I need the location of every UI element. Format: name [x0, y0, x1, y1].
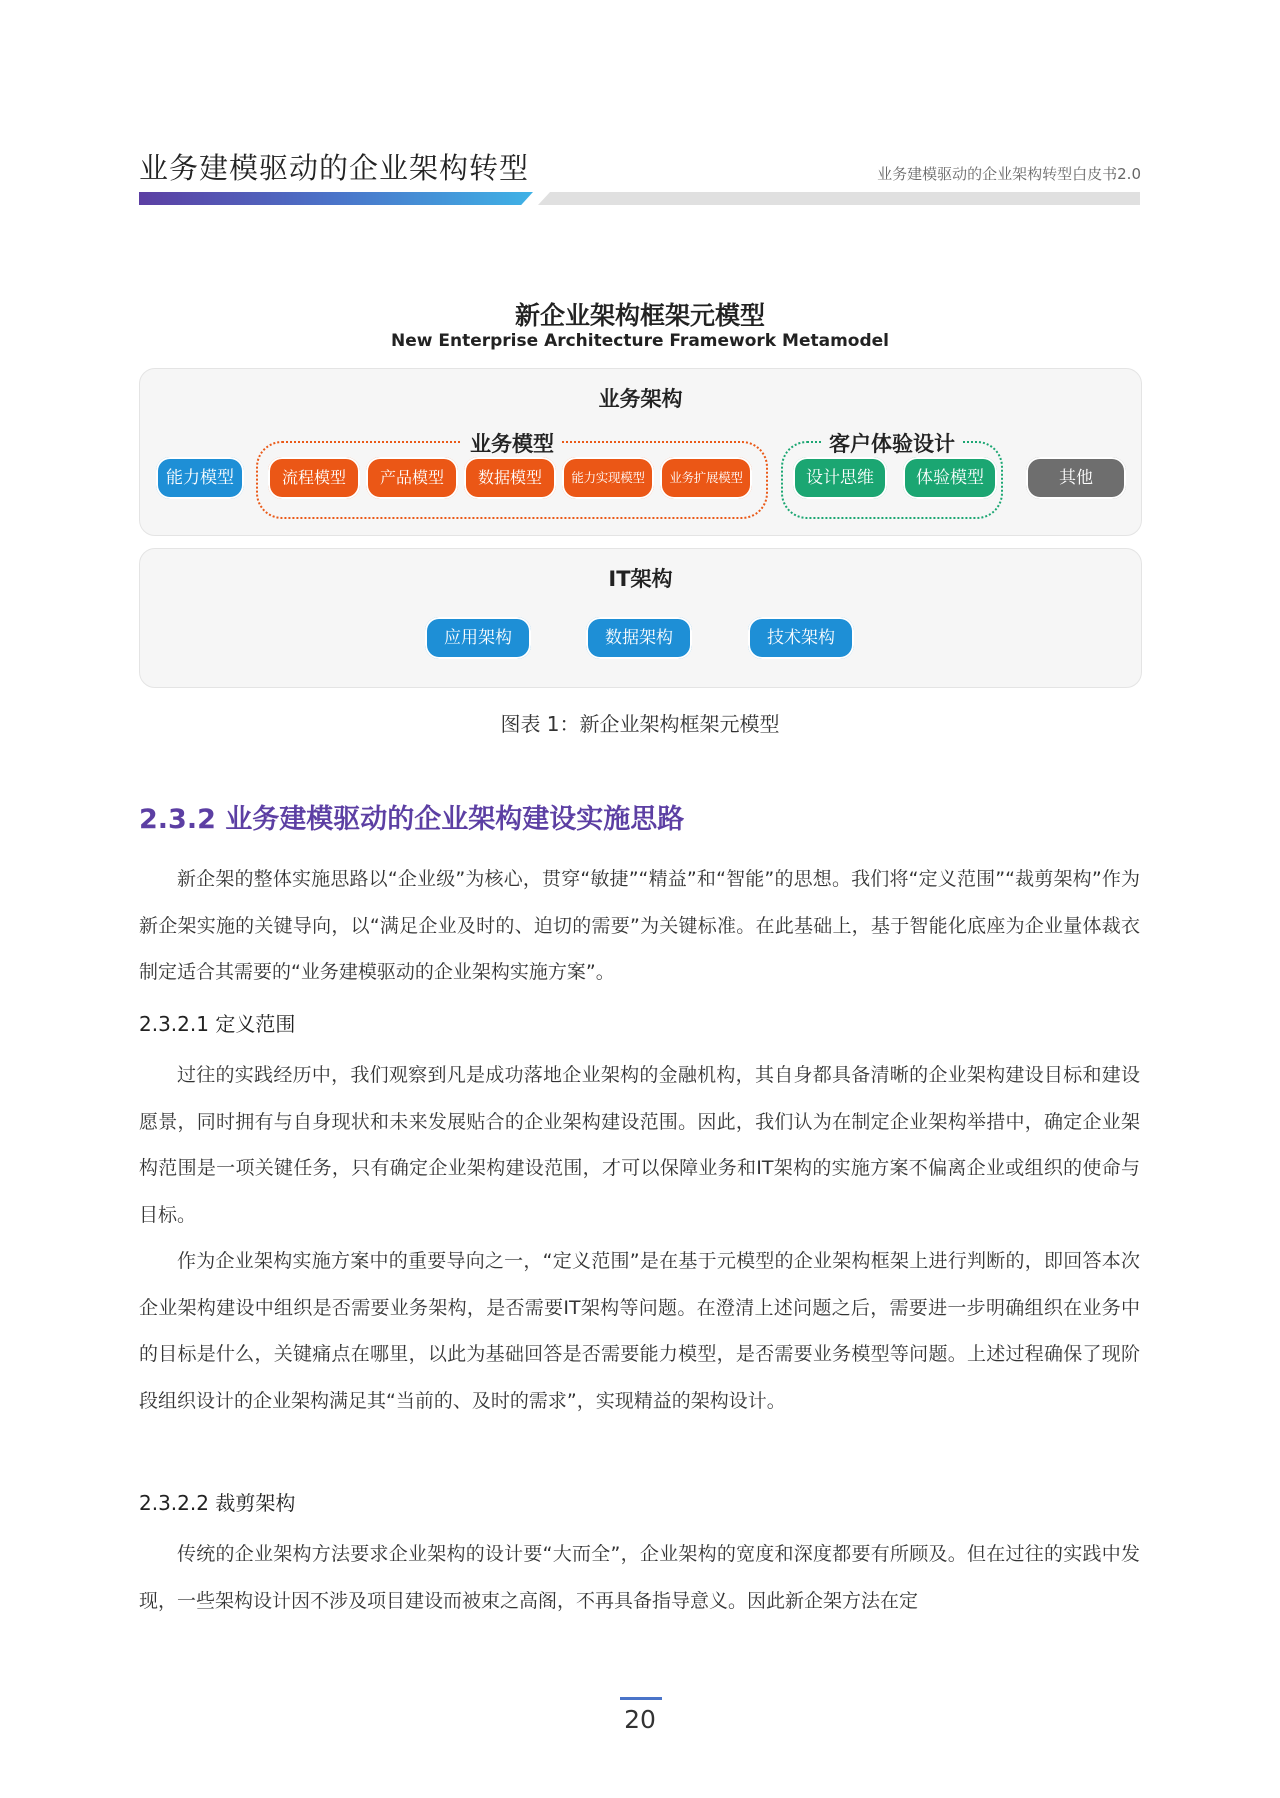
header-gray-bar [538, 192, 1140, 205]
technology-architecture-chip: 技术架构 [748, 617, 854, 659]
experience-model-chip: 体验模型 [903, 457, 997, 499]
page-number: 20 [624, 1705, 656, 1734]
intro-paragraph: 新企架的整体实施思路以“企业级”为核心，贯穿“敏捷”“精益”和“智能”的思想。我们将“定义范围”“裁剪架构”作为新企架实施的关键导向，以“满足企业及时的、迫切的需要”为关键标准。在此基础上，基于智能化底座为企业量体裁衣制定适合其需要的“业务建模驱动的企业架构实施方案”。 [139, 868, 1140, 983]
process-model-chip: 流程模型 [268, 457, 360, 499]
business-architecture-label: 业务架构 [598, 387, 683, 411]
capability-realization-model-chip: 能力实现模型 [562, 457, 654, 499]
capability-model-chip: 能力模型 [156, 457, 244, 499]
customer-experience-label: 客户体验设计 [821, 428, 963, 458]
figure-title: 新企业架构框架元模型 [514, 301, 765, 330]
figure-subtitle: New Enterprise Architecture Framework Metamodel [390, 331, 889, 351]
business-architecture-panel [139, 368, 1142, 536]
subsection-heading-tailor-architecture: 2.3.2.2 裁剪架构 [139, 1491, 296, 1515]
design-thinking-chip: 设计思维 [793, 457, 887, 499]
section-heading: 2.3.2 业务建模驱动的企业架构建设实施思路 [139, 804, 685, 835]
define-scope-paragraph-2: 作为企业架构实施方案中的重要导向之一，“定义范围”是在基于元模型的企业架构框架上进行判断的，即回答本次企业架构建设中组织是否需要业务架构，是否需要IT架构等问题。在澄清上述问题之后，需要进一步明确组织在业务中的目标是什么，关键痛点在哪里，以此为基础回答是否需要能力模型，是否需要业务模型等问题。上述过程确保了现阶段组织设计的企业架构满足其“当前的、及时的需求”，实现精益的架构设计。 [139, 1250, 1140, 1412]
application-architecture-chip: 应用架构 [425, 617, 531, 659]
page-number-accent [620, 1697, 662, 1700]
business-model-label: 业务模型 [462, 428, 562, 458]
it-architecture-panel [139, 548, 1142, 688]
header-title: 业务建模驱动的企业架构转型 [139, 151, 530, 185]
subsection-heading-define-scope: 2.3.2.1 定义范围 [139, 1012, 296, 1036]
business-extension-model-chip: 业务扩展模型 [660, 457, 752, 499]
header-subtitle: 业务建模驱动的企业架构转型白皮书2.0 [877, 165, 1141, 183]
product-model-chip: 产品模型 [366, 457, 458, 499]
header-accent-bar [139, 192, 533, 205]
data-model-chip: 数据模型 [464, 457, 556, 499]
figure-caption: 图表 1：新企业架构框架元模型 [500, 712, 780, 736]
it-architecture-label: IT架构 [608, 567, 673, 591]
tailor-architecture-paragraph-1: 传统的企业架构方法要求企业架构的设计要“大而全”，企业架构的宽度和深度都要有所顾及。但在过往的实践中发现，一些架构设计因不涉及项目建设而被束之高阁，不再具备指导意义。因此新企架方法在定 [139, 1543, 1140, 1612]
data-architecture-chip: 数据架构 [586, 617, 692, 659]
define-scope-paragraph-1: 过往的实践经历中，我们观察到凡是成功落地企业架构的金融机构，其自身都具备清晰的企业架构建设目标和建设愿景，同时拥有与自身现状和未来发展贴合的企业架构建设范围。因此，我们认为在制定企业架构举措中，确定企业架构范围是一项关键任务，只有确定企业架构建设范围，才可以保障业务和IT架构的实施方案不偏离企业或组织的使命与目标。 [139, 1064, 1140, 1226]
other-chip: 其他 [1026, 457, 1126, 499]
